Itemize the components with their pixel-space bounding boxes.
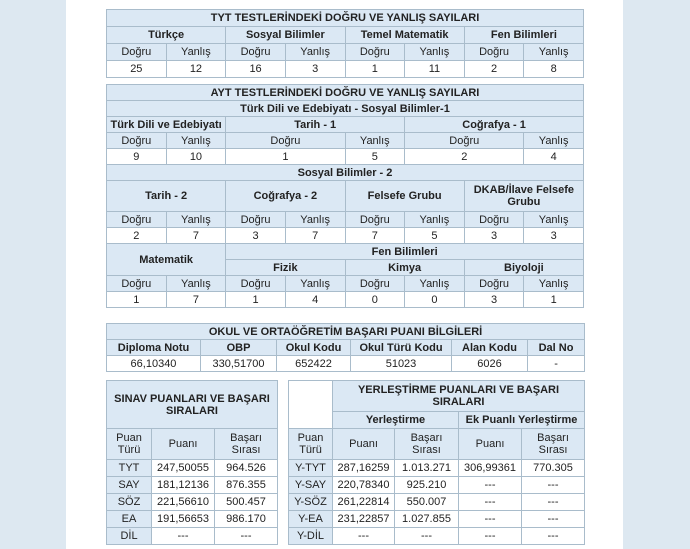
okul-header: OBP bbox=[201, 340, 277, 356]
alan-kodu-value: 6026 bbox=[452, 356, 528, 372]
yerlestirme-row-puan: 231,22857 bbox=[333, 511, 395, 528]
ayt-value: 3 bbox=[226, 228, 286, 244]
dogru-label: Doğru bbox=[107, 212, 167, 228]
yerlestirme-row-tur: Y-TYT bbox=[289, 460, 333, 477]
ayt-title: AYT TESTLERİNDEKİ DOĞRU VE YANLIŞ SAYILARI bbox=[107, 85, 584, 101]
dogru-label: Doğru bbox=[345, 276, 405, 292]
dogru-label: Doğru bbox=[345, 44, 405, 61]
ek-row-sira: 770.305 bbox=[522, 460, 585, 477]
sinav-col-puan-turu: Puan Türü bbox=[107, 429, 152, 460]
sinav-row-sira: 500.457 bbox=[215, 494, 278, 511]
okul-header: Alan Kodu bbox=[452, 340, 528, 356]
ayt-value: 0 bbox=[345, 292, 405, 308]
ayt-subject-cografya1: Coğrafya - 1 bbox=[405, 117, 584, 133]
yanlis-label: Yanlış bbox=[345, 133, 405, 149]
ayt-value: 7 bbox=[166, 228, 226, 244]
yerlestirme-row-puan: 287,16259 bbox=[333, 460, 395, 477]
ayt-value: 2 bbox=[107, 228, 167, 244]
yanlis-label: Yanlış bbox=[524, 212, 584, 228]
yerlestirme-col-basari: Başarı Sırası bbox=[395, 429, 459, 460]
yerlestirme-table bbox=[288, 380, 585, 545]
dogru-label: Doğru bbox=[464, 212, 524, 228]
tyt-value: 3 bbox=[285, 61, 345, 78]
ayt-value: 7 bbox=[345, 228, 405, 244]
ayt-value: 0 bbox=[405, 292, 465, 308]
diploma-notu-value: 66,10340 bbox=[107, 356, 201, 372]
dogru-label: Doğru bbox=[107, 133, 167, 149]
ek-col-puani: Puanı bbox=[459, 429, 522, 460]
okul-header: Diploma Notu bbox=[107, 340, 201, 356]
dogru-label: Doğru bbox=[226, 133, 345, 149]
yerlestirme-row-puan: --- bbox=[333, 528, 395, 545]
yerlestirme-row-puan: 261,22814 bbox=[333, 494, 395, 511]
sinav-row-tur: TYT bbox=[107, 460, 152, 477]
yanlis-label: Yanlış bbox=[166, 212, 226, 228]
yanlis-label: Yanlış bbox=[524, 133, 584, 149]
sinav-col-puani: Puanı bbox=[152, 429, 215, 460]
sinav-row-sira: --- bbox=[215, 528, 278, 545]
dogru-label: Doğru bbox=[464, 44, 524, 61]
yanlis-label: Yanlış bbox=[285, 44, 345, 61]
sinav-row-puan: 247,50055 bbox=[152, 460, 215, 477]
yerlestirme-row-sira: 550.007 bbox=[395, 494, 459, 511]
yerlestirme-col-puan-turu: Puan Türü bbox=[289, 429, 333, 460]
ek-row-puan: --- bbox=[459, 511, 522, 528]
ek-row-sira: --- bbox=[522, 477, 585, 494]
dogru-label: Doğru bbox=[226, 276, 286, 292]
yerlestirme-sub-ek-puanli: Ek Puanlı Yerleştirme bbox=[459, 412, 585, 429]
tyt-value: 1 bbox=[345, 61, 405, 78]
yerlestirme-row-tur: Y-EA bbox=[289, 511, 333, 528]
ayt-group1-title: Türk Dili ve Edebiyatı - Sosyal Bilimler-1 bbox=[107, 101, 584, 117]
yerlestirme-row-puan: 220,78340 bbox=[333, 477, 395, 494]
tyt-value: 12 bbox=[166, 61, 226, 78]
tyt-value: 8 bbox=[524, 61, 584, 78]
ayt-value: 4 bbox=[285, 292, 345, 308]
ayt-value: 7 bbox=[285, 228, 345, 244]
ayt-subject-fizik: Fizik bbox=[226, 260, 345, 276]
ayt-value: 2 bbox=[405, 149, 524, 165]
okul-title: OKUL VE ORTAÖĞRETİM BAŞARI PUANI BİLGİLERİ bbox=[107, 324, 585, 340]
ek-row-puan: --- bbox=[459, 477, 522, 494]
ek-row-puan: --- bbox=[459, 494, 522, 511]
yerlestirme-row-tur: Y-SAY bbox=[289, 477, 333, 494]
yanlis-label: Yanlış bbox=[166, 276, 226, 292]
ek-row-sira: --- bbox=[522, 494, 585, 511]
ayt-group2-title: Sosyal Bilimler - 2 bbox=[107, 165, 584, 181]
ayt-value: 1 bbox=[524, 292, 584, 308]
sinav-col-basari: Başarı Sırası bbox=[215, 429, 278, 460]
yerlestirme-col-puani: Puanı bbox=[333, 429, 395, 460]
ayt-subject-tarih2: Tarih - 2 bbox=[107, 181, 226, 212]
yanlis-label: Yanlış bbox=[166, 133, 226, 149]
sinav-row-tur: SAY bbox=[107, 477, 152, 494]
yanlis-label: Yanlış bbox=[524, 44, 584, 61]
yanlis-label: Yanlış bbox=[285, 276, 345, 292]
tyt-value: 11 bbox=[405, 61, 465, 78]
okul-header: Okul Kodu bbox=[277, 340, 351, 356]
tyt-value: 2 bbox=[464, 61, 524, 78]
ayt-value: 3 bbox=[524, 228, 584, 244]
okul-turu-kodu-value: 51023 bbox=[351, 356, 452, 372]
yanlis-label: Yanlış bbox=[285, 212, 345, 228]
dogru-label: Doğru bbox=[226, 44, 286, 61]
ayt-table bbox=[106, 84, 584, 308]
ayt-subject-tarih1: Tarih - 1 bbox=[226, 117, 405, 133]
sinav-row-sira: 986.170 bbox=[215, 511, 278, 528]
yerlestirme-row-sira: --- bbox=[395, 528, 459, 545]
ayt-fen-title: Fen Bilimleri bbox=[226, 244, 584, 260]
tyt-subject-matematik: Temel Matematik bbox=[345, 27, 464, 44]
tyt-subject-turkce: Türkçe bbox=[107, 27, 226, 44]
ayt-subject-cografya2: Coğrafya - 2 bbox=[226, 181, 345, 212]
ayt-value: 5 bbox=[405, 228, 465, 244]
ayt-value: 1 bbox=[226, 149, 345, 165]
yerlestirme-row-sira: 1.013.271 bbox=[395, 460, 459, 477]
dogru-label: Doğru bbox=[345, 212, 405, 228]
okul-kodu-value: 652422 bbox=[277, 356, 351, 372]
ayt-subject-biyoloji: Biyoloji bbox=[464, 260, 583, 276]
sinav-row-tur: DİL bbox=[107, 528, 152, 545]
ayt-value: 4 bbox=[524, 149, 584, 165]
yerlestirme-sub-yerlestirme: Yerleştirme bbox=[333, 412, 459, 429]
ayt-subject-dkab: DKAB/İlave Felsefe Grubu bbox=[464, 181, 583, 212]
ayt-value: 3 bbox=[464, 228, 524, 244]
sinav-row-puan: --- bbox=[152, 528, 215, 545]
sinav-row-puan: 181,12136 bbox=[152, 477, 215, 494]
sinav-row-tur: SÖZ bbox=[107, 494, 152, 511]
dogru-label: Doğru bbox=[226, 212, 286, 228]
sinav-row-sira: 876.355 bbox=[215, 477, 278, 494]
dogru-label: Doğru bbox=[107, 44, 167, 61]
ayt-subject-kimya: Kimya bbox=[345, 260, 464, 276]
obp-value: 330,51700 bbox=[201, 356, 277, 372]
dal-no-value: - bbox=[528, 356, 585, 372]
sinav-title: SINAV PUANLARI VE BAŞARI SIRALARI bbox=[107, 381, 278, 429]
yanlis-label: Yanlış bbox=[524, 276, 584, 292]
tyt-title: TYT TESTLERİNDEKİ DOĞRU VE YANLIŞ SAYILARI bbox=[107, 10, 584, 27]
ek-row-puan: --- bbox=[459, 528, 522, 545]
ek-col-basari: Başarı Sırası bbox=[522, 429, 585, 460]
dogru-label: Doğru bbox=[405, 133, 524, 149]
ayt-value: 7 bbox=[166, 292, 226, 308]
yerlestirme-title: YERLEŞTİRME PUANLARI VE BAŞARI SIRALARI bbox=[333, 381, 585, 412]
ayt-subject-edebiyat: Türk Dili ve Edebiyatı bbox=[107, 117, 226, 133]
dogru-label: Doğru bbox=[464, 276, 524, 292]
yanlis-label: Yanlış bbox=[405, 276, 465, 292]
yerlestirme-row-sira: 1.027.855 bbox=[395, 511, 459, 528]
ayt-subject-matematik: Matematik bbox=[107, 244, 226, 276]
okul-table bbox=[106, 323, 585, 372]
sinav-row-puan: 221,56610 bbox=[152, 494, 215, 511]
tyt-value: 16 bbox=[226, 61, 286, 78]
yerlestirme-row-tur: Y-DİL bbox=[289, 528, 333, 545]
yanlis-label: Yanlış bbox=[166, 44, 226, 61]
ayt-value: 1 bbox=[107, 292, 167, 308]
tyt-table bbox=[106, 9, 584, 78]
ayt-value: 1 bbox=[226, 292, 286, 308]
sinav-row-tur: EA bbox=[107, 511, 152, 528]
sinav-row-puan: 191,56653 bbox=[152, 511, 215, 528]
ayt-subject-felsefe: Felsefe Grubu bbox=[345, 181, 464, 212]
tyt-subject-sosyal: Sosyal Bilimler bbox=[226, 27, 345, 44]
ayt-value: 9 bbox=[107, 149, 167, 165]
ek-row-sira: --- bbox=[522, 511, 585, 528]
ayt-value: 10 bbox=[166, 149, 226, 165]
yerlestirme-row-sira: 925.210 bbox=[395, 477, 459, 494]
okul-header: Okul Türü Kodu bbox=[351, 340, 452, 356]
okul-header: Dal No bbox=[528, 340, 585, 356]
dogru-label: Doğru bbox=[107, 276, 167, 292]
yanlis-label: Yanlış bbox=[405, 44, 465, 61]
yanlis-label: Yanlış bbox=[405, 212, 465, 228]
sinav-row-sira: 964.526 bbox=[215, 460, 278, 477]
yerlestirme-row-tur: Y-SÖZ bbox=[289, 494, 333, 511]
tyt-value: 25 bbox=[107, 61, 167, 78]
sinav-table bbox=[106, 380, 278, 545]
ek-row-puan: 306,99361 bbox=[459, 460, 522, 477]
ek-row-sira: --- bbox=[522, 528, 585, 545]
yerlestirme-corner bbox=[289, 381, 333, 429]
ayt-value: 3 bbox=[464, 292, 524, 308]
tyt-subject-fen: Fen Bilimleri bbox=[464, 27, 583, 44]
ayt-value: 5 bbox=[345, 149, 405, 165]
